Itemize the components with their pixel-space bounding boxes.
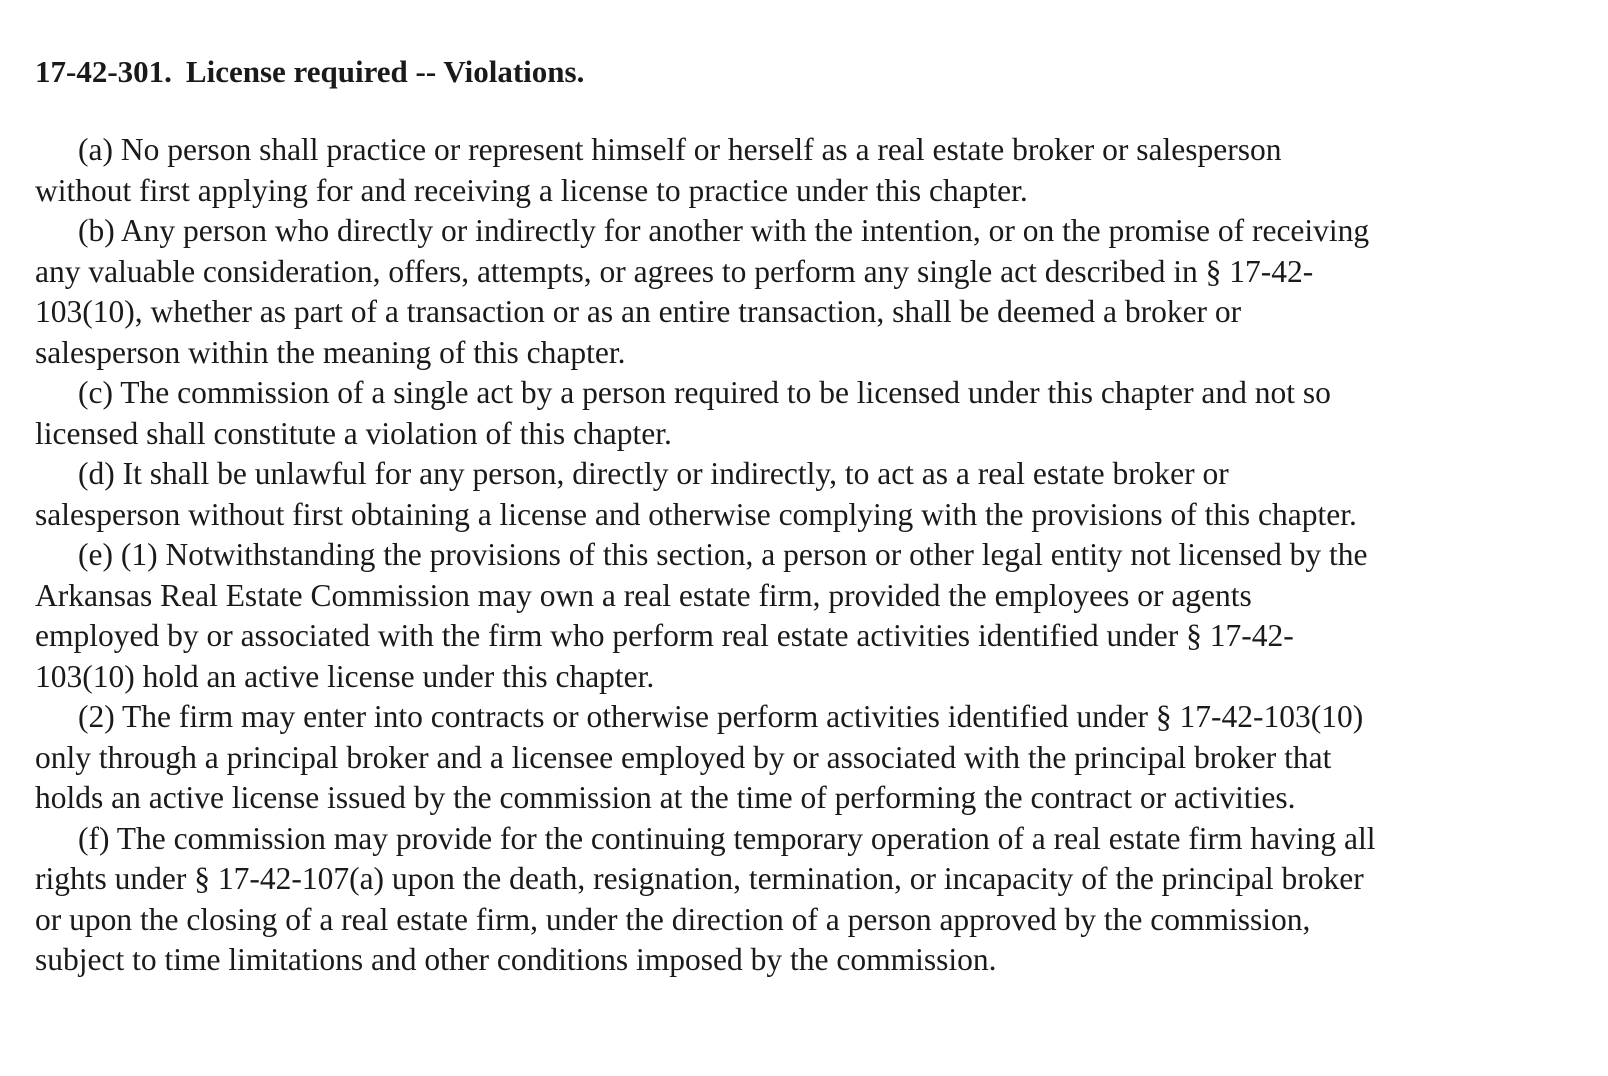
- text-line: (b) Any person who directly or indirectly for another with the intention, or on the promise of receiving: [78, 213, 1370, 248]
- text-line: subject to time limitations and other conditions imposed by the commission.: [35, 942, 997, 977]
- section-number: 17-42-301.: [35, 54, 172, 89]
- text-line: licensed shall constitute a violation of this chapter.: [35, 415, 672, 451]
- text-line: any valuable consideration, offers, attempts, or agrees to perform any single act described in § 17-42-: [35, 253, 1314, 289]
- text-line: only through a principal broker and a licensee employed by or associated with the principal broker that: [35, 739, 1332, 775]
- text-line: or upon the closing of a real estate firm, under the direction of a person approved by the commission,: [35, 901, 1311, 937]
- text-line: 103(10), whether as part of a transaction or as an entire transaction, shall be deemed a broker or: [35, 294, 1242, 329]
- text-line: Arkansas Real Estate Commission may own a real estate firm, provided the employees or agents: [35, 577, 1252, 613]
- text-line: salesperson without first obtaining a license and otherwise complying with the provisions of this chapter.: [35, 496, 1357, 532]
- text-line: (c) The commission of a single act by a person required to be licensed under this chapter and not so: [78, 375, 1331, 410]
- text-line: without first applying for and receiving a license to practice under this chapter.: [35, 172, 1028, 208]
- text-line: (f) The commission may provide for the continuing temporary operation of a real estate firm having all: [78, 820, 1376, 856]
- section-title: License required -- Violations.: [185, 54, 585, 89]
- text-line: 103(10) hold an active license under this chapter.: [35, 658, 655, 694]
- statute-body: [35, 130, 1580, 981]
- text-line: (d) It shall be unlawful for any person, directly or indirectly, to act as a real estate broker or: [78, 456, 1229, 491]
- text-line: (2) The firm may enter into contracts or otherwise perform activities identified under § 17-42-103(10): [78, 699, 1364, 734]
- statute-document: [35, 52, 1580, 981]
- text-line: holds an active license issued by the commission at the time of performing the contract or activities.: [35, 780, 1296, 815]
- text-line: rights under § 17-42-107(a) upon the death, resignation, termination, or incapacity of the principal broker: [35, 861, 1364, 896]
- text-line: employed by or associated with the firm who perform real estate activities identified under § 17-42-: [35, 618, 1294, 653]
- text-line: (a) No person shall practice or represent himself or herself as a real estate broker or salesperson: [78, 132, 1282, 167]
- section-heading: [35, 52, 1580, 92]
- text-line: salesperson within the meaning of this chapter.: [35, 334, 626, 370]
- text-line: (e) (1) Notwithstanding the provisions of this section, a person or other legal entity not licensed by the: [78, 537, 1368, 572]
